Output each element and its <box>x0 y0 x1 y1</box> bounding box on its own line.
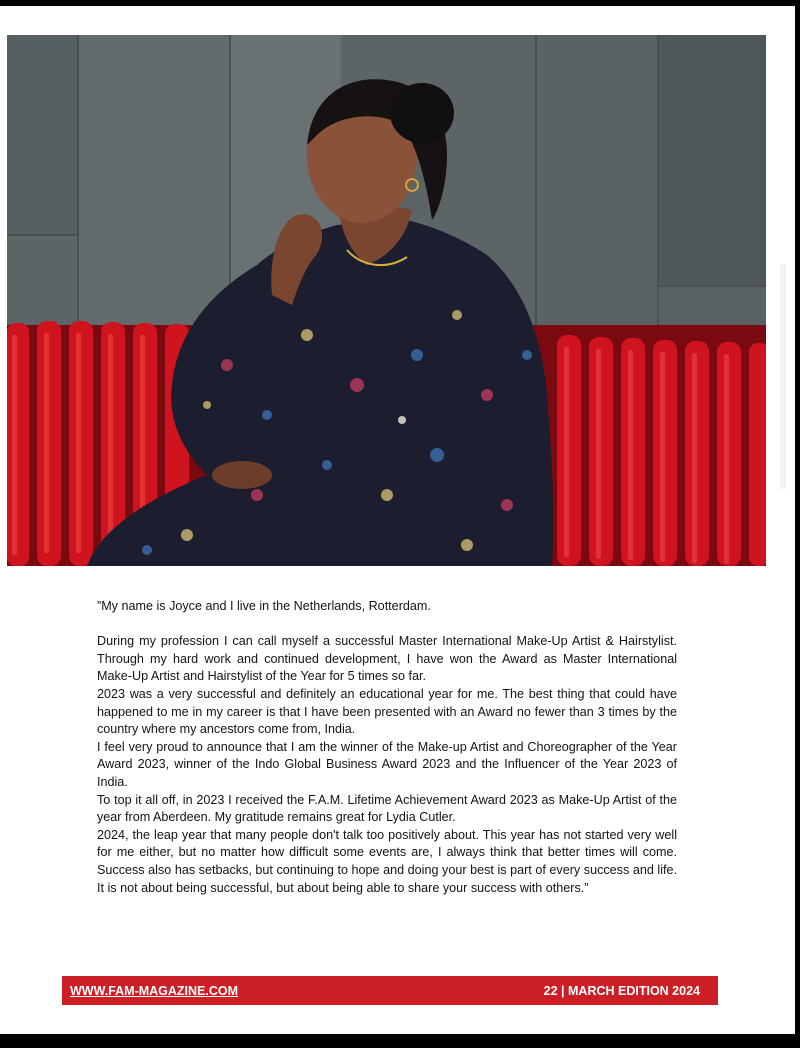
page-footer <box>62 976 718 1005</box>
page-number: 22 | MARCH EDITION 2024 <box>543 983 700 998</box>
magazine-page <box>0 6 795 1034</box>
article-text <box>97 598 677 897</box>
website-link[interactable]: WWW.FAM-MAGAZINE.COM <box>70 983 239 998</box>
portrait-photo <box>7 35 766 566</box>
article-paragraph: 2024, the leap year that many people don't talk too positively about. This year has not started very well for me either, but no matter how difficult some events are, I always think that better times will come. Success also has setbacks, but continuing to hope and doing your best is part of every success and life. It is not about being successful, but about being able to share your success with others.” <box>97 827 677 895</box>
article-intro: ”My name is Joyce and I live in the Netherlands, Rotterdam. <box>97 599 431 613</box>
page-edge-divider <box>780 264 786 489</box>
article-paragraph: I feel very proud to announce that I am the winner of the Make-up Artist and Choreographer of the Year Award 2023, winner of the Indo Global Business Award 2023 and the Influencer of the Year 2023 of India. <box>97 739 677 789</box>
article-paragraph: 2023 was a very successful and definitely an educational year for me. The best thing that could have happened to me in my career is that I have been presented with an Award no fewer than 3 times by the country where my ancestors come from, India. <box>97 686 677 737</box>
article-paragraph: During my profession I can call myself a successful Master International Make-Up Artist & Hairstylist. Through my hard work and continued development, I have won the Award as Master International Make-Up Artist and Hairstylist of the Year for 5 times so far. <box>97 634 677 684</box>
article-paragraph: To top it all off, in 2023 I received the F.A.M. Lifetime Achievement Award 2023 as Make-Up Artist of the year from Aberdeen. My gratitude remains great for Lydia Cutler. <box>97 792 677 825</box>
